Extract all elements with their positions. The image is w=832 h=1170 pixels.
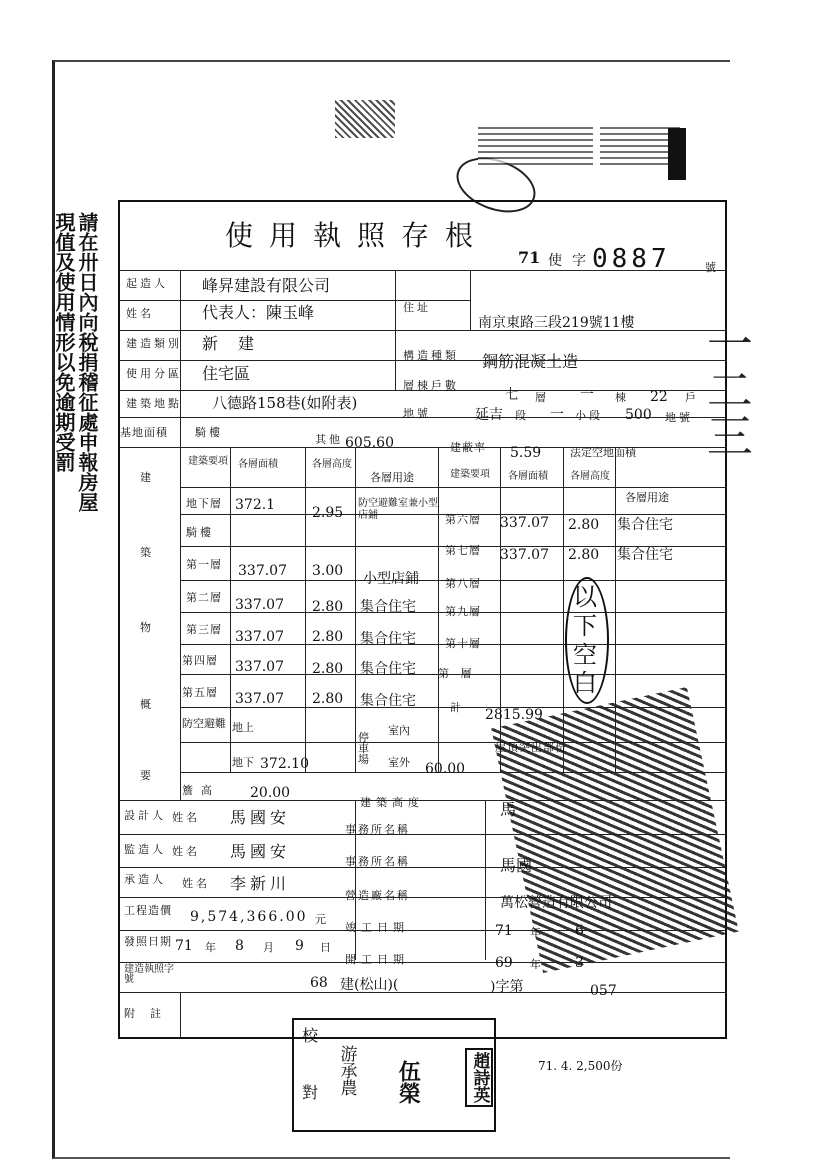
value-floors: 七 <box>505 387 519 403</box>
permit-suffix: )字第 <box>490 979 524 995</box>
shelter-above: 地上 <box>232 721 254 734</box>
label-building: 棟 <box>615 391 629 404</box>
f1-height: 3.00 <box>312 563 344 579</box>
row-f8: 第八層 <box>445 577 481 590</box>
header-area-right: 各層面積 <box>508 471 548 482</box>
basement-height: 2.95 <box>312 505 344 521</box>
complete-year: 71 <box>495 923 513 939</box>
value-land-no: 500 <box>625 407 652 423</box>
below-blank-note: 以下空白 <box>565 577 609 704</box>
proof-name-2: 伍榮 <box>395 1060 422 1104</box>
basement-use: 防空避難室兼小型店鋪 <box>358 498 438 521</box>
row-f3: 第三層 <box>186 623 222 636</box>
permit-number-ref: 057 <box>590 983 617 999</box>
value-use-zone: 住宅區 <box>202 364 251 383</box>
value-build-type: 新建 <box>202 334 275 353</box>
permit-prefix: 68 <box>310 975 328 991</box>
value-land-subsection: 一 <box>550 407 564 423</box>
row-f7: 第七層 <box>445 544 481 557</box>
label-floor: 層 <box>535 391 549 404</box>
label-eave: 簷高 <box>182 784 220 797</box>
row-basement: 地下層 <box>186 497 222 510</box>
label-supervisor-name: 姓名 <box>172 845 200 858</box>
label-duan: 段 <box>515 409 529 422</box>
label-permit-no: 建造執照字號 <box>124 964 174 985</box>
row-f2: 第二層 <box>186 591 222 604</box>
row-total: 計 <box>450 701 464 714</box>
f5-use: 集合住宅 <box>360 693 416 709</box>
row-f6: 第六層 <box>445 513 481 526</box>
label-parking: 停車場 <box>358 731 369 766</box>
label-xiaoduan: 小段 <box>575 409 603 422</box>
label-name: 姓名 <box>126 307 154 320</box>
header-item-right: 建築要項 <box>450 469 490 480</box>
f2-height: 2.80 <box>312 599 344 615</box>
issue-year: 71 <box>175 938 193 954</box>
f1-use: 小型店鋪 <box>363 571 419 587</box>
label-start: 開工日期 <box>345 953 409 966</box>
f7-height: 2.80 <box>568 547 600 563</box>
header-use-right: 各層用途 <box>625 491 669 504</box>
row-shelter: 防空避難 <box>182 717 226 730</box>
row-f4: 第四層 <box>182 654 218 667</box>
issue-month: 8 <box>235 938 244 954</box>
label-build-type: 建造類別 <box>126 337 182 350</box>
permit-mid: 建(松山)( <box>340 977 399 993</box>
label-base-area: 基地面積 <box>120 426 168 439</box>
label-bldg-5: 要 <box>140 769 154 782</box>
start-month: 3 <box>575 955 584 971</box>
header-area-left: 各層面積 <box>238 459 278 470</box>
proof-name-1: 游承農 <box>336 1045 357 1096</box>
f1-area: 337.07 <box>238 563 287 579</box>
label-remarks: 附註 <box>124 1007 176 1020</box>
value-households: 22 <box>650 389 668 405</box>
value-structure: 鋼筋混凝土造 <box>482 352 579 371</box>
label-supervisor-office: 事務所名稱 <box>345 855 410 868</box>
total-area: 2815.99 <box>485 707 543 723</box>
label-designer: 設計人 <box>124 809 166 822</box>
header-height-left: 各層高度 <box>312 459 352 470</box>
label-bldg-1: 建 <box>140 471 154 484</box>
issue-year-label: 年 <box>205 941 219 954</box>
label-contractor-factory: 營造廠名稱 <box>345 889 410 902</box>
f4-area: 337.07 <box>235 659 284 675</box>
label-other: 其他 <box>315 433 343 446</box>
label-indoor: 室內 <box>388 724 410 737</box>
start-year-label: 年 <box>530 958 544 971</box>
issue-day: 9 <box>295 938 304 954</box>
value-supervisor: 馬國安 <box>230 842 291 861</box>
f6-height: 2.80 <box>568 517 600 533</box>
label-land-no: 地號 <box>403 407 431 420</box>
value-designer: 馬國安 <box>230 808 291 827</box>
value-cost: 9,574,366.00 <box>190 909 308 925</box>
label-arcade: 騎樓 <box>195 426 223 439</box>
proof-name-3: 趙詩英 <box>465 1048 493 1107</box>
parking-outdoor: 60.00 <box>425 761 466 777</box>
value-contractor-factory: 萬松營造有限公司 <box>500 895 612 911</box>
permit-number: 0887 <box>592 244 671 274</box>
value-address: 南京東路三段219號11樓 <box>478 315 635 331</box>
label-bldg-2: 築 <box>140 546 154 559</box>
label-cost: 工程造價 <box>124 904 172 917</box>
f4-height: 2.80 <box>312 661 344 677</box>
right-margin-marks: 一二三 <box>699 320 754 458</box>
label-coverage: 建蔽率 <box>450 441 486 454</box>
row-fn: 第 層 <box>438 667 476 680</box>
f2-area: 337.07 <box>235 597 284 613</box>
complete-month: 6 <box>575 923 584 939</box>
year-prefix: 71 <box>518 248 541 267</box>
f5-area: 337.07 <box>235 691 284 707</box>
label-supervisor: 監造人 <box>124 843 166 856</box>
label-yuan: 元 <box>315 913 329 926</box>
proof-dui: 對 <box>302 1083 319 1102</box>
char-hao: 號 <box>705 261 719 274</box>
f5-height: 2.80 <box>312 691 344 707</box>
value-coverage: 5.59 <box>510 445 542 461</box>
basement-area: 372.1 <box>235 497 276 513</box>
label-designer-name: 姓名 <box>172 811 200 824</box>
header-item-left: 建築要項 <box>188 456 228 467</box>
print-note: 71. 4. 2,500份 <box>538 1059 623 1073</box>
label-bldg-4: 概 <box>140 698 154 711</box>
label-issue: 發照日期 <box>124 935 172 948</box>
f2-use: 集合住宅 <box>360 599 416 615</box>
label-contractor-name: 姓名 <box>182 877 210 890</box>
row-f1: 第一層 <box>186 558 222 571</box>
stamp-top-left <box>335 100 395 138</box>
label-builder: 起造人 <box>126 277 168 290</box>
label-bldg-height: 建築高度 <box>360 796 424 809</box>
value-other-area: 605.60 <box>345 435 394 451</box>
f7-use: 集合住宅 <box>617 547 673 563</box>
f3-height: 2.80 <box>312 629 344 645</box>
label-roof: 屋頂突出部份 <box>495 741 567 754</box>
value-buildings: 一 <box>580 387 594 403</box>
label-floors: 層棟戶數 <box>403 379 459 392</box>
row-arcade: 騎樓 <box>186 526 214 539</box>
label-outdoor: 室外 <box>388 756 410 769</box>
label-dihao: 地號 <box>665 411 693 424</box>
label-legal-open: 法定空地面積 <box>570 446 636 459</box>
f6-use: 集合住宅 <box>617 517 673 533</box>
permit-form <box>118 200 727 1039</box>
issue-month-label: 月 <box>263 941 277 954</box>
value-designer-office: 馬 <box>500 800 517 819</box>
label-address: 住址 <box>403 301 431 314</box>
label-designer-office: 事務所名稱 <box>345 823 410 836</box>
label-household: 戶 <box>685 391 699 404</box>
char-zi: 字 <box>572 253 586 269</box>
label-site: 建築地點 <box>126 397 182 410</box>
value-contractor: 李新川 <box>230 874 291 893</box>
proof-jiao: 校 <box>302 1026 319 1045</box>
issue-day-label: 日 <box>320 941 334 954</box>
value-land-section: 延吉 <box>475 407 503 423</box>
value-eave: 20.00 <box>250 785 291 801</box>
stamp-top-right-1 <box>478 125 593 165</box>
row-f9: 第九層 <box>445 605 481 618</box>
header-height-right: 各層高度 <box>570 471 610 482</box>
value-representative: 代表人：陳玉峰 <box>202 303 315 322</box>
f3-use: 集合住宅 <box>360 631 416 647</box>
f7-area: 337.07 <box>500 547 549 563</box>
shelter-below-value: 372.10 <box>260 756 309 772</box>
value-supervisor-office: 馬國 <box>500 856 533 875</box>
start-year: 69 <box>495 955 513 971</box>
label-use-zone: 使用分區 <box>126 367 182 380</box>
side-note: 請在卅日內向稅捐稽征處申報房屋現值及使用情形以免逾期受罰 <box>52 212 99 512</box>
f6-area: 337.07 <box>500 515 549 531</box>
label-complete: 竣工日期 <box>345 921 409 934</box>
value-site: 八德路158巷(如附表) <box>212 394 358 412</box>
char-use: 使 <box>548 253 562 269</box>
row-f10: 第十層 <box>445 637 481 650</box>
value-builder: 峰昇建設有限公司 <box>202 276 331 295</box>
complete-year-label: 年 <box>530 926 544 939</box>
f4-use: 集合住宅 <box>360 661 416 677</box>
label-contractor: 承造人 <box>124 873 166 886</box>
form-title: 使用執照存根 <box>225 219 490 252</box>
label-structure: 構造種類 <box>403 349 459 362</box>
row-f5: 第五層 <box>182 686 218 699</box>
header-use-left: 各層用途 <box>370 471 414 484</box>
f3-area: 337.07 <box>235 629 284 645</box>
shelter-below-label: 地下 <box>232 756 254 769</box>
stamp-black-box <box>668 128 686 180</box>
label-bldg-3: 物 <box>140 621 154 634</box>
